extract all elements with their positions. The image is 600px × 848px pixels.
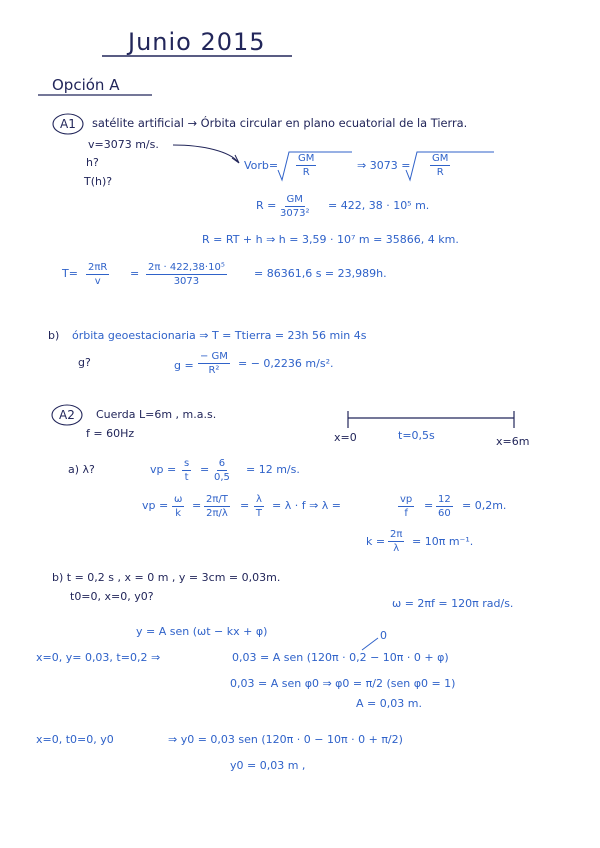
- wave-equation: y = A sen (ωt − kx + φ): [136, 625, 268, 638]
- T-eq: =: [130, 267, 140, 280]
- a1-statement: satélite artificial → Órbita circular en plano ecuatorial de la Tierra.: [92, 116, 468, 130]
- a2-label: A2: [59, 408, 75, 422]
- b2-statement: b) t = 0,2 s , x = 0 m , y = 3cm = 0,03m.: [52, 571, 281, 584]
- diagram-left: x=0: [334, 431, 357, 444]
- vp2-frac-2: $\frac{2\pi/T}{2\pi/\lambda}$: [206, 494, 228, 519]
- T-fraction-1: $\frac{2\pi R}{v}$: [88, 262, 108, 287]
- b1-label: b): [48, 329, 60, 342]
- b2-question: t0=0, x=0, y0?: [70, 590, 154, 603]
- vp2-frac-3: $\frac{\lambda}{T}$: [255, 494, 263, 519]
- sub2-line: 0,03 = A sen φ0 ⇒ φ0 = π/2 (sen φ0 = 1): [230, 677, 456, 690]
- R-value: = 422, 38 · 10⁵ m.: [328, 199, 430, 212]
- T-value: = 86361,6 s = 23,989h.: [254, 267, 387, 280]
- vp2-frac-5: $\frac{12}{60}$: [438, 494, 451, 519]
- sub1-left: x=0, y= 0,03, t=0,2 ⇒: [36, 651, 161, 664]
- vorb-eq-3073: ⇒ 3073 =: [357, 159, 411, 172]
- vp-lhs: vp =: [150, 463, 177, 476]
- vp2-eq-2: =: [240, 499, 250, 512]
- omega-line: ω = 2πf = 120π rad/s.: [392, 597, 514, 610]
- b1-statement: órbita geoestacionaria ⇒ T = Ttierra = 23h 56 min 4s: [72, 329, 367, 342]
- sub3-left: x=0, t0=0, y0: [36, 733, 114, 746]
- sub3-right: ⇒ y0 = 0,03 sen (120π · 0 − 10π · 0 + π/2): [168, 733, 403, 746]
- a-lambda: a) λ?: [68, 463, 95, 476]
- diagram-mid: t=0,5s: [398, 429, 435, 442]
- b1-g: g?: [78, 356, 91, 369]
- vorb-fraction: $\frac{GM}{R}$: [298, 153, 315, 178]
- vp-frac-2: $\frac{6}{0,5}$: [214, 458, 230, 483]
- vp2-mid: = λ · f ⇒ λ =: [272, 499, 342, 512]
- zero-arrow: [362, 638, 378, 650]
- vp-frac-1: $\frac{s}{t}$: [184, 458, 190, 483]
- page-title: Junio 2015: [128, 28, 266, 56]
- R-lhs: R =: [256, 199, 277, 212]
- T-lhs: T=: [62, 267, 78, 280]
- vp2-eq-3: =: [424, 499, 434, 512]
- a2-frequency: f = 60Hz: [86, 427, 135, 440]
- g-lhs: g =: [174, 359, 194, 372]
- curved-arrow: [173, 145, 238, 162]
- vp2-frac-1: $\frac{\omega}{k}$: [174, 494, 183, 519]
- a1-velocity: v=3073 m/s.: [88, 138, 159, 151]
- a1-label: A1: [60, 117, 76, 131]
- R-fraction: $\frac{GM}{\text{3073²}}$: [280, 194, 310, 219]
- vp-eq-sign: =: [200, 463, 210, 476]
- vorb-lhs: Vorb=: [244, 159, 279, 172]
- R-line: R = RT + h ⇒ h = 3,59 · 10⁷ m = 35866, 4 km.: [202, 233, 459, 246]
- vorb-fraction-2: $\frac{GM}{R}$: [432, 153, 449, 178]
- vp2-frac-4: $\frac{vp}{f}$: [400, 494, 413, 519]
- option-heading: Opción A: [52, 76, 120, 94]
- k-fraction: $\frac{2\pi}{\lambda}$: [390, 529, 403, 554]
- g-fraction: $\frac{- GM}{\text{R²}}$: [200, 351, 228, 376]
- sub1-right: 0,03 = A sen (120π · 0,2 − 10π · 0 + φ): [232, 651, 449, 664]
- lambda-value: = 0,2m.: [462, 499, 507, 512]
- a2-statement: Cuerda L=6m , m.a.s.: [96, 408, 217, 421]
- T-fraction-2: $\frac{\text{2π · 422,38·10⁵}}{3073}$: [148, 262, 225, 287]
- g-value: = − 0,2236 m/s².: [238, 357, 334, 370]
- vp2-eq-1: =: [192, 499, 202, 512]
- amplitude: A = 0,03 m.: [356, 697, 422, 710]
- k-lhs: k =: [366, 535, 386, 548]
- a1-height: h?: [86, 156, 99, 169]
- vp-value: = 12 m/s.: [246, 463, 300, 476]
- diagram-right: x=6m: [496, 435, 530, 448]
- k-value: = 10π m⁻¹.: [412, 535, 474, 548]
- vp2-lhs: vp =: [142, 499, 169, 512]
- a1-period: T(h)?: [84, 175, 113, 188]
- zero-mark: 0: [380, 629, 387, 642]
- y0-result: y0 = 0,03 m ,: [230, 759, 306, 772]
